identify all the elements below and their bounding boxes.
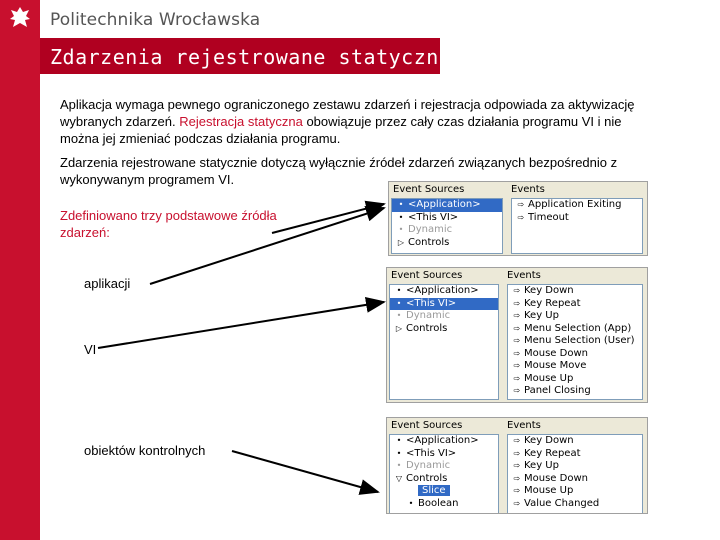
event-arrow-icon: ⇨ (513, 323, 521, 333)
event-row[interactable] (512, 199, 642, 212)
bullet-icon: • (408, 498, 414, 508)
event-label: Value Changed (524, 497, 600, 509)
event-row[interactable] (508, 310, 642, 323)
bullet-icon: • (398, 212, 404, 222)
event-panel-controls (386, 417, 648, 514)
event-arrow-icon: ⇨ (513, 473, 521, 483)
event-arrow-icon: ⇨ (513, 336, 521, 345)
event-sources-list[interactable] (391, 198, 503, 254)
event-label: Mouse Up (524, 372, 574, 384)
event-label: Mouse Up (524, 485, 574, 496)
source-label: Dynamic (406, 310, 451, 321)
event-sources-header: Event Sources (393, 184, 465, 195)
events-header: Events (507, 420, 541, 431)
source-label: Controls (406, 322, 448, 334)
events-header: Events (511, 184, 545, 195)
event-row[interactable] (508, 385, 642, 398)
source-row[interactable] (390, 460, 498, 473)
event-arrow-icon: ⇨ (513, 373, 521, 383)
control-row[interactable] (390, 498, 498, 511)
source-row[interactable] (392, 199, 502, 212)
event-sources-list[interactable] (389, 434, 499, 514)
event-label: Mouse Move (524, 360, 587, 371)
paragraph-2: Zdarzenia rejestrowane statycznie dotyczą wyłącznie źródeł zdarzeń związanych bezpośrednio z wykonywanym programem VI. (60, 155, 618, 187)
event-label: Key Down (524, 285, 574, 296)
event-label: Application Exiting (528, 199, 622, 210)
bullet-icon: • (396, 286, 402, 295)
paragraph-1-end: obowiązuje przez cały czas działania programu VI i nie można jej zmieniać podczas działania programu. (60, 114, 622, 146)
event-label: Key Down (524, 435, 574, 446)
source-row[interactable] (390, 323, 498, 336)
event-label: Menu Selection (App) (524, 322, 632, 334)
event-row[interactable] (508, 285, 642, 298)
defined-sources-label: Zdefiniowano trzy podstawowe źródła zdarzeń: (60, 208, 277, 240)
source-label: Controls (408, 236, 450, 248)
control-label-selected: Slice (418, 485, 450, 496)
event-label: Mouse Down (524, 472, 588, 484)
arrow-to-application (272, 204, 384, 233)
event-arrow-icon: ⇨ (513, 461, 521, 470)
event-row[interactable] (508, 323, 642, 336)
event-row[interactable] (508, 335, 642, 348)
label-application: aplikacji (84, 276, 131, 291)
event-row[interactable] (508, 448, 642, 461)
event-row[interactable] (508, 473, 642, 486)
bullet-icon: • (396, 298, 402, 308)
event-arrow-icon: ⇨ (513, 286, 521, 295)
event-sources-list[interactable] (389, 284, 499, 400)
bullet-icon: • (398, 200, 404, 209)
event-label: Key Up (524, 460, 559, 471)
source-row[interactable] (390, 473, 498, 486)
label-controls: obiektów kontrolnych (84, 443, 206, 458)
control-row[interactable] (390, 485, 498, 498)
source-row[interactable] (390, 448, 498, 461)
events-list[interactable] (507, 284, 643, 400)
source-row[interactable] (390, 285, 498, 298)
arrow-controls-source (232, 451, 378, 492)
event-sources-header: Event Sources (391, 270, 463, 281)
event-label: Panel Closing (524, 385, 591, 396)
source-label: <Application> (406, 285, 479, 296)
event-row[interactable] (508, 373, 642, 386)
collapse-triangle-icon[interactable]: ▽ (395, 473, 403, 483)
event-label: Menu Selection (User) (524, 335, 635, 346)
label-vi: VI (84, 342, 97, 357)
event-arrow-icon: ⇨ (513, 298, 521, 308)
event-row[interactable] (508, 460, 642, 473)
source-label: Controls (406, 472, 448, 484)
event-panel-vi (386, 267, 648, 403)
event-panel-application (388, 181, 648, 256)
event-row[interactable] (512, 212, 642, 225)
source-label: <This VI> (408, 211, 459, 223)
event-arrow-icon: ⇨ (513, 348, 521, 358)
source-row-selected[interactable] (390, 298, 498, 311)
event-label: Key Up (524, 310, 559, 321)
expand-triangle-icon[interactable]: ▷ (395, 323, 403, 333)
slide-title: Zdarzenia rejestrowane statycznie (50, 45, 464, 69)
source-row[interactable] (392, 212, 502, 225)
event-row[interactable] (508, 360, 642, 373)
bullet-icon: • (396, 311, 402, 320)
event-label: Mouse Down (524, 347, 588, 359)
event-row[interactable] (508, 298, 642, 311)
event-row[interactable] (508, 485, 642, 498)
events-list[interactable] (511, 198, 643, 254)
arrow-vi-source (98, 302, 384, 348)
event-arrow-icon: ⇨ (513, 361, 521, 370)
events-header: Events (507, 270, 541, 281)
arrow-application-source (150, 208, 384, 284)
event-sources-header: Event Sources (391, 420, 463, 431)
source-label: <This VI> (406, 447, 457, 459)
event-row[interactable] (508, 435, 642, 448)
event-label: Key Repeat (524, 447, 581, 459)
bullet-icon: • (396, 436, 402, 445)
event-arrow-icon: ⇨ (517, 200, 525, 209)
source-row[interactable] (392, 224, 502, 237)
event-arrow-icon: ⇨ (513, 436, 521, 445)
event-arrow-icon: ⇨ (513, 486, 521, 495)
event-row[interactable] (508, 348, 642, 361)
university-name: Politechnika Wrocławska (50, 10, 261, 30)
bullet-icon: • (396, 448, 402, 458)
event-arrow-icon: ⇨ (513, 498, 521, 508)
source-label: Dynamic (408, 224, 453, 235)
expand-triangle-icon[interactable]: ▷ (397, 237, 405, 247)
event-arrow-icon: ⇨ (513, 386, 521, 395)
source-row[interactable] (392, 237, 502, 250)
event-row[interactable] (508, 498, 642, 511)
source-label: Dynamic (406, 460, 451, 471)
event-label: Key Repeat (524, 297, 581, 309)
source-label: <This VI> (406, 297, 457, 309)
control-label: Boolean (418, 497, 459, 509)
bullet-icon: • (396, 461, 402, 470)
source-row[interactable] (390, 310, 498, 323)
event-arrow-icon: ⇨ (517, 212, 525, 222)
source-row[interactable] (390, 435, 498, 448)
source-label: <Application> (406, 435, 479, 446)
paragraph-1-start: Aplikacja wymaga pewnego ograniczonego zestawu zdarzeń i rejestracja odpowiada za aktywizację wybranych zdarzeń. (60, 97, 635, 129)
events-list[interactable] (507, 434, 643, 514)
bullet-icon: • (398, 225, 404, 234)
event-arrow-icon: ⇨ (513, 311, 521, 320)
static-registration-highlight: Rejestracja statyczna (179, 114, 303, 129)
event-arrow-icon: ⇨ (513, 448, 521, 458)
source-label: <Application> (408, 199, 481, 210)
event-label: Timeout (528, 211, 569, 223)
